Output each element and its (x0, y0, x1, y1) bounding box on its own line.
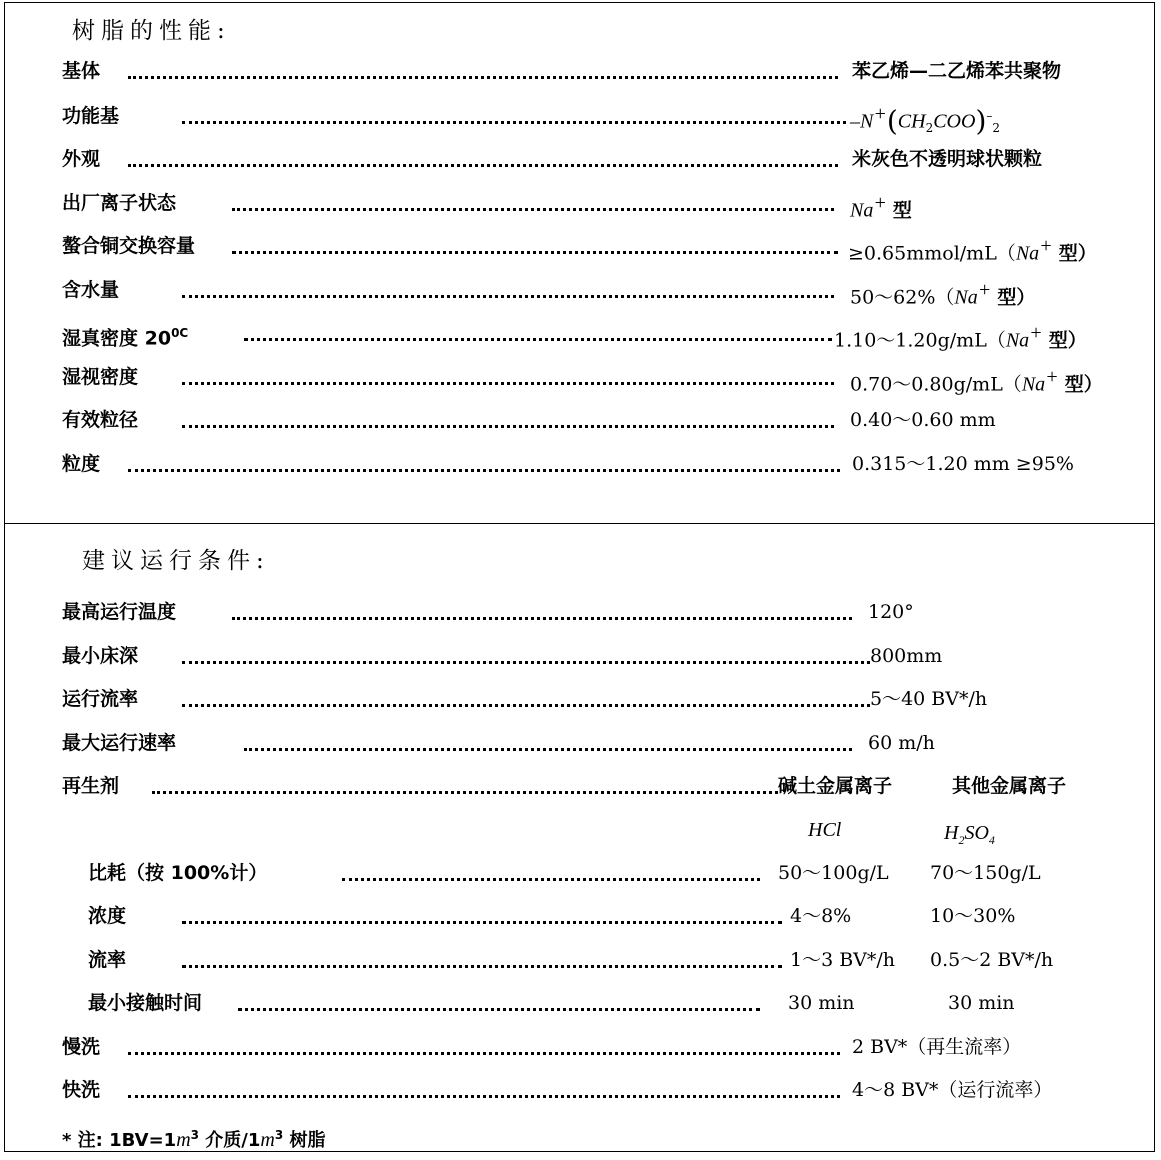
condition-value: 120° (868, 601, 914, 623)
leader-dots (182, 281, 834, 298)
condition-row-min-bed-depth (0, 641, 1161, 671)
leader-dots (232, 603, 852, 620)
leader-dots (182, 107, 846, 124)
regenerant-other-metals: 其他金属离子 (952, 775, 1067, 797)
leader-dots (128, 62, 838, 79)
property-value: 0.70～0.80g/mL（Na+ 型） (850, 366, 1103, 396)
condition-value: 800mm (870, 645, 943, 667)
property-row-effective-size (0, 405, 1161, 435)
property-row-particle-size (0, 449, 1161, 479)
condition-label: 最小床深 (62, 645, 139, 667)
regen-row-flow-rate (0, 945, 1161, 975)
regen-value-h2so4: 30 min (948, 992, 1015, 1014)
regenerant-h2so4: $H_2SO_4$ (944, 822, 995, 847)
property-label: 粒度 (62, 453, 101, 475)
operating-conditions-heading: 建议运行条件: (82, 548, 270, 574)
leader-dots (342, 864, 760, 881)
regen-value-hcl: 4～8% (790, 905, 852, 927)
property-value: 1.10～1.20g/mL（Na+ 型） (834, 322, 1087, 352)
regen-value-h2so4: 10～30% (930, 905, 1016, 927)
leader-dots (232, 194, 834, 211)
leader-dots (182, 907, 782, 924)
leader-dots (182, 368, 834, 385)
wash-row-slow (0, 1032, 1161, 1062)
wash-value: 2 BV*（再生流率） (852, 1036, 1022, 1058)
regenerant-alkaline-earth: 碱土金属离子 (778, 775, 893, 797)
property-value: 50～62%（Na+ 型） (850, 279, 1036, 309)
leader-dots (182, 951, 782, 968)
leader-dots (244, 324, 832, 341)
property-row-apparent-density (0, 362, 1161, 396)
property-value: Na+ 型 (850, 192, 912, 222)
regen-row-concentration (0, 901, 1161, 931)
regen-row-consumption (0, 858, 1161, 888)
regen-label: 浓度 (88, 905, 127, 927)
property-row-water-content (0, 275, 1161, 309)
property-label: 基体 (62, 60, 101, 82)
property-label: 含水量 (62, 279, 120, 301)
resin-properties-heading: 树脂的性能: (72, 18, 231, 44)
wash-value: 4～8 BV*（运行流率） (852, 1079, 1053, 1101)
property-row-ionic-form (0, 188, 1161, 222)
leader-dots (232, 237, 838, 254)
leader-dots (128, 150, 838, 167)
leader-dots (128, 1038, 840, 1055)
regen-label: 比耗（按 100%计） (88, 862, 268, 884)
condition-label: 再生剂 (62, 775, 120, 797)
property-row-appearance (0, 144, 1161, 174)
regen-label: 最小接触时间 (88, 992, 203, 1014)
section-divider (4, 523, 1155, 524)
condition-label: 最大运行速率 (62, 732, 177, 754)
regen-value-h2so4: 0.5～2 BV*/h (930, 949, 1054, 971)
property-row-true-density (0, 318, 1161, 352)
spec-sheet (4, 2, 1155, 1152)
wash-label: 快洗 (62, 1079, 101, 1101)
property-value: 0.40～0.60 mm (850, 409, 996, 431)
property-label: 螯合铜交换容量 (62, 235, 196, 257)
leader-dots (182, 690, 870, 707)
condition-value: 5～40 BV*/h (870, 688, 988, 710)
leader-dots (244, 734, 852, 751)
functional-group-formula: $-N^+(CH_2COO)^-_2$ (850, 103, 1001, 138)
footnote: * 注: $1BV=1m^3$ 介质$/1m^3$ 树脂 (62, 1128, 326, 1151)
regen-value-hcl: 30 min (788, 992, 855, 1014)
property-value: 0.315～1.20 mm ≥95% (852, 453, 1074, 475)
property-row-matrix (0, 56, 1161, 86)
property-value: ≥0.65mmol/mL（Na+ 型） (848, 235, 1097, 265)
regen-value-h2so4: 70～150g/L (930, 862, 1041, 884)
property-label: 湿真密度 $20^{0C}$ (62, 326, 189, 350)
leader-dots (182, 411, 834, 428)
property-row-functional-group (0, 101, 1161, 138)
condition-label: 最高运行温度 (62, 601, 177, 623)
condition-row-regenerant (0, 771, 1161, 801)
condition-value: 60 m/h (868, 732, 935, 754)
leader-dots (128, 1081, 840, 1098)
regen-value-hcl: 50～100g/L (778, 862, 889, 884)
regen-row-contact-time (0, 988, 1161, 1018)
leader-dots (128, 455, 840, 472)
property-row-copper-capacity (0, 231, 1161, 265)
leader-dots (238, 994, 760, 1011)
property-label: 外观 (62, 148, 101, 170)
regenerant-hcl: HCl (808, 819, 842, 841)
property-label: 出厂离子状态 (62, 192, 177, 214)
wash-label: 慢洗 (62, 1036, 101, 1058)
leader-dots (152, 777, 778, 794)
property-value: 苯乙烯—二乙烯苯共聚物 (852, 60, 1062, 82)
property-label: 功能基 (62, 105, 120, 127)
property-label: 湿视密度 (62, 366, 139, 388)
condition-row-max-velocity (0, 728, 1161, 758)
regen-value-hcl: 1～3 BV*/h (790, 949, 896, 971)
wash-row-fast (0, 1075, 1161, 1105)
property-value: 米灰色不透明球状颗粒 (852, 148, 1043, 170)
regen-label: 流率 (88, 949, 127, 971)
condition-label: 运行流率 (62, 688, 139, 710)
leader-dots (182, 647, 870, 664)
condition-row-max-temp (0, 597, 1161, 627)
property-label: 有效粒径 (62, 409, 139, 431)
condition-row-flow-rate (0, 684, 1161, 714)
